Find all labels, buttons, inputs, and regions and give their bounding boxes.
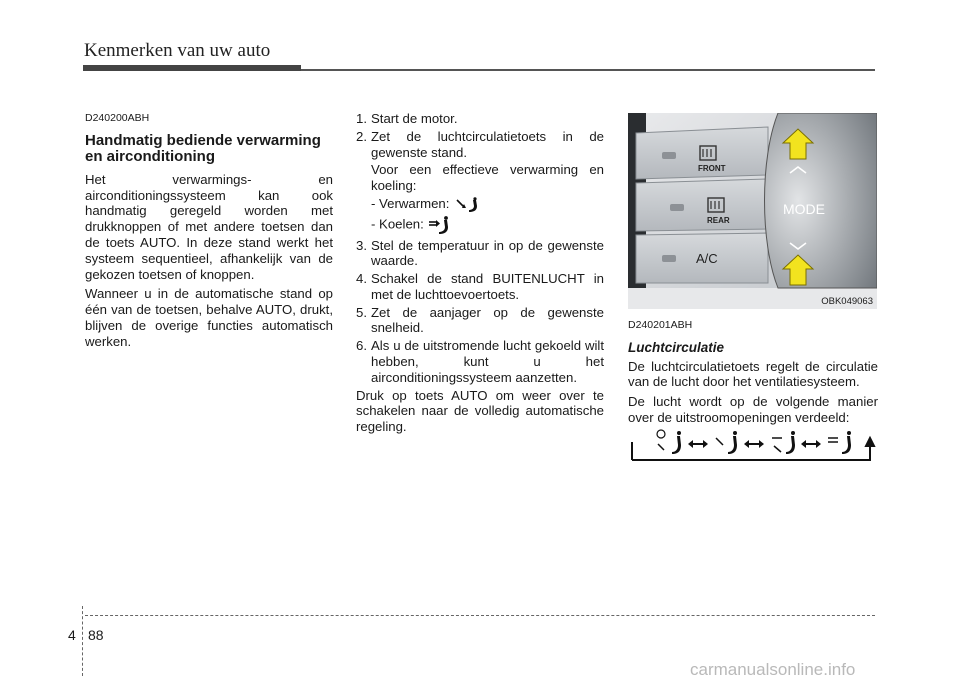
header-bar: [83, 65, 301, 71]
mode-cycle-diagram: [628, 422, 876, 473]
face-vent-icon: [828, 431, 851, 454]
footer-rule: [85, 615, 875, 617]
floor-vent-icon: [453, 197, 479, 213]
paragraph: De luchtcirculatietoets regelt de circulatie van de lucht door het ventilatiesysteem.: [628, 358, 878, 390]
step-item: 4. Schakel de stand BUITENLUCHT in met de luchttoevoertoets.: [356, 271, 604, 302]
column-3: [628, 318, 878, 430]
control-panel-photo: [628, 113, 877, 309]
paragraph: De lucht wordt op de volgende manier over de uitstroomopeningen verdeeld:: [628, 394, 878, 425]
floor-vent-icon: [716, 431, 737, 454]
paragraph: Het verwarmings- en airconditioningssysteem kan ook handmatig geregeld worden met drukknoppen of met andere toetsen dan de toets AUTO. In deze stand werkt het systeem sequentieel, afhankelijk van de gekozen toetsen of knoppen.: [85, 171, 333, 282]
page-header-title: Kenmerken van uw auto: [84, 40, 271, 61]
ac-button-label: A/C: [696, 251, 718, 266]
mode-button-label: MODE: [783, 201, 825, 217]
step-item: 2. Zet de luchtcirculatietoets in de gewenste stand.: [356, 128, 604, 160]
step-item: 6. Als u de uitstromende lucht gekoeld wilt hebben, kunt u het airconditioningssysteem aanzetten.: [356, 338, 604, 385]
figure-reference: OBK049063: [821, 296, 873, 307]
double-arrow-icon: [688, 440, 708, 448]
subsection-heading: Luchtcirculatie: [628, 339, 725, 355]
section-code: D240200ABH: [85, 112, 150, 124]
face-vent-icon: [427, 216, 453, 234]
defrost-face-vent-icon: [657, 430, 681, 454]
double-arrow-icon: [744, 440, 764, 448]
heat-option: - Verwarmen:: [356, 196, 604, 213]
page-number: 88: [88, 627, 104, 643]
paragraph: Wanneer u in de automatische stand op één van de toetsen, behalve AUTO, drukt, blijven de overige functies automatisch werken.: [85, 286, 333, 349]
double-arrow-icon: [801, 440, 821, 448]
chapter-number: 4: [68, 627, 76, 643]
bilevel-vent-icon: [772, 431, 795, 454]
header-rule: [301, 69, 875, 71]
section-code: D240201ABH: [628, 319, 693, 331]
step-item: 3. Stel de temperatuur in op de gewenste waarde.: [356, 237, 604, 269]
footer-divider: [82, 606, 83, 676]
paragraph: Druk op toets AUTO om weer over te schakelen naar de volledig automatische regeling.: [356, 387, 604, 435]
watermark: carmanualsonline.info: [690, 660, 856, 679]
front-defrost-label: FRONT: [698, 164, 726, 173]
step-item: 5. Zet de aanjager op de gewenste snelheid.: [356, 304, 604, 336]
step-item: 1. Start de motor.: [356, 111, 458, 126]
cool-option: - Koelen:: [356, 216, 604, 234]
section-heading: Handmatig bediende verwarming en airconditioning: [85, 131, 321, 165]
rear-defrost-label: REAR: [707, 216, 730, 225]
column-2: [356, 111, 604, 439]
column-1: [85, 111, 333, 354]
step-note: Voor een effectieve verwarming en koeling:: [371, 162, 604, 194]
